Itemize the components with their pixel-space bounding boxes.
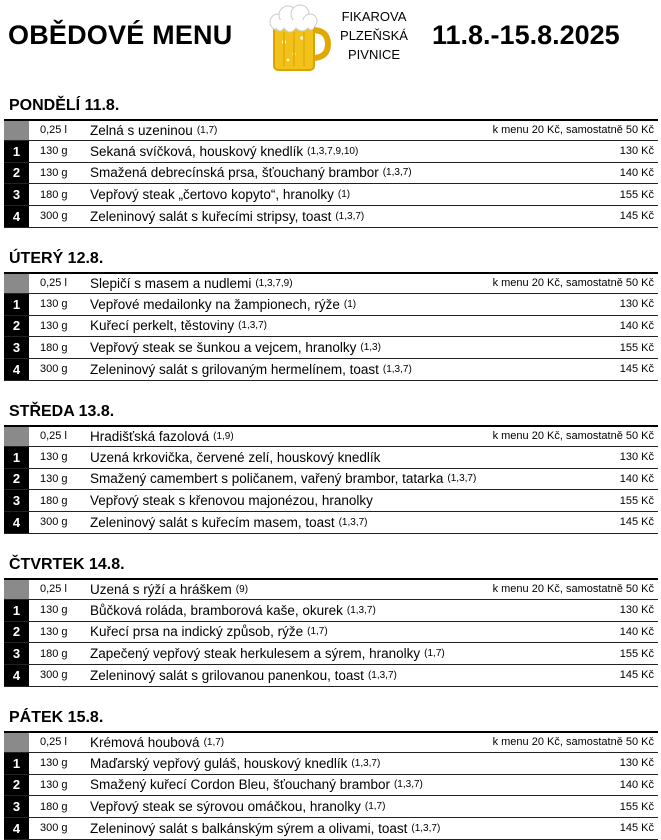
menu-date-range: 11.8.-15.8.2025 bbox=[432, 20, 620, 50]
allergens: (1,3,7) bbox=[367, 669, 397, 681]
allergens: (9) bbox=[235, 583, 249, 595]
price: 145 Kč bbox=[619, 516, 654, 529]
portion-size: 130 g bbox=[40, 625, 68, 638]
portion-size: 130 g bbox=[40, 145, 68, 158]
soup-badge bbox=[4, 580, 29, 599]
meal-number-badge: 4 bbox=[4, 818, 29, 839]
meal-number-badge: 2 bbox=[4, 469, 29, 490]
dish-name bbox=[90, 622, 328, 643]
meal-row bbox=[4, 796, 658, 818]
allergens: (1,3,7) bbox=[338, 516, 368, 528]
dish-name bbox=[90, 316, 267, 337]
soup-badge bbox=[4, 733, 29, 752]
portion-size: 130 g bbox=[40, 472, 68, 485]
dish-name bbox=[90, 643, 445, 664]
dish-name-text: Bůčková roláda, bramborová kaše, okurek bbox=[90, 602, 343, 618]
allergens: (1,3,7) bbox=[382, 167, 412, 179]
meal-row bbox=[4, 753, 658, 775]
dish-name bbox=[90, 469, 476, 490]
meal-number-badge: 1 bbox=[4, 294, 29, 315]
dish-name bbox=[90, 775, 423, 796]
dish-name bbox=[90, 600, 376, 621]
meal-row bbox=[4, 316, 658, 338]
allergens: (1,3,7) bbox=[382, 363, 412, 375]
meal-row bbox=[4, 469, 658, 491]
portion-size: 180 g bbox=[40, 188, 68, 201]
price: 155 Kč bbox=[619, 188, 654, 201]
portion-size: 130 g bbox=[40, 451, 68, 464]
portion-size: 300 g bbox=[40, 669, 68, 682]
dish-name bbox=[90, 337, 381, 358]
meal-row bbox=[4, 447, 658, 469]
price: 145 Kč bbox=[619, 210, 654, 223]
dish-name bbox=[90, 665, 397, 686]
allergens: (1) bbox=[343, 298, 357, 310]
menu-table bbox=[4, 119, 658, 228]
allergens: (1,3,7) bbox=[351, 757, 381, 769]
pub-name bbox=[332, 7, 416, 64]
meal-number-badge: 3 bbox=[4, 796, 29, 817]
portion-size: 0,25 l bbox=[40, 583, 67, 596]
price: k menu 20 Kč, samostatně 50 Kč bbox=[492, 583, 654, 596]
meal-number-badge: 3 bbox=[4, 337, 29, 358]
day-title: ÚTERÝ 12.8. bbox=[9, 250, 104, 267]
allergens: (1,9) bbox=[213, 430, 234, 442]
price: 155 Kč bbox=[619, 800, 654, 813]
portion-size: 0,25 l bbox=[40, 124, 67, 137]
meal-row bbox=[4, 359, 658, 381]
dish-name bbox=[90, 294, 356, 315]
price: 155 Kč bbox=[619, 341, 654, 354]
allergens: (1,7) bbox=[203, 736, 225, 748]
portion-size: 130 g bbox=[40, 166, 68, 179]
price: k menu 20 Kč, samostatně 50 Kč bbox=[492, 124, 654, 137]
portion-size: 180 g bbox=[40, 800, 68, 813]
dish-name-text: Vepřový steak se šunkou a vejcem, hranolky bbox=[90, 340, 357, 356]
dish-name-text: Hradišťská fazolová bbox=[90, 428, 210, 444]
dish-name bbox=[90, 206, 364, 227]
price: 130 Kč bbox=[619, 145, 654, 158]
day-title: ČTVRTEK 14.8. bbox=[9, 556, 125, 573]
allergens: (1,7) bbox=[307, 626, 328, 638]
allergens: (1,3,7) bbox=[411, 822, 441, 834]
portion-size: 300 g bbox=[40, 822, 68, 835]
portion-size: 0,25 l bbox=[40, 277, 67, 290]
meal-number-badge: 1 bbox=[4, 753, 29, 774]
dish-name-text: Vepřový steak se sýrovou omáčkou, hranolky bbox=[90, 799, 361, 815]
price: 140 Kč bbox=[619, 319, 654, 332]
meal-number-badge: 1 bbox=[4, 447, 29, 468]
allergens: (1) bbox=[337, 189, 351, 201]
day-title: PONDĚLÍ 11.8. bbox=[9, 97, 120, 114]
meal-number-badge: 2 bbox=[4, 775, 29, 796]
price: k menu 20 Kč, samostatně 50 Kč bbox=[492, 277, 654, 290]
allergens: (1,3,7,9) bbox=[255, 277, 293, 289]
meal-row bbox=[4, 512, 658, 534]
pub-name-line: FIKAROVA bbox=[341, 9, 407, 24]
meal-number-badge: 2 bbox=[4, 163, 29, 184]
meal-row bbox=[4, 665, 658, 687]
meal-number-badge: 2 bbox=[4, 316, 29, 337]
soup-badge bbox=[4, 121, 29, 140]
meal-row bbox=[4, 163, 658, 185]
price: 145 Kč bbox=[619, 363, 654, 376]
dish-name bbox=[90, 163, 412, 184]
price: 140 Kč bbox=[619, 778, 654, 791]
soup-badge bbox=[4, 427, 29, 446]
portion-size: 180 g bbox=[40, 494, 68, 507]
dish-name bbox=[90, 121, 217, 140]
meal-number-badge: 1 bbox=[4, 600, 29, 621]
price: 140 Kč bbox=[619, 166, 654, 179]
dish-name bbox=[90, 141, 358, 162]
price: 140 Kč bbox=[619, 472, 654, 485]
dish-name-text: Zeleninový salát s kuřecím masem, toast bbox=[90, 514, 335, 530]
meal-number-badge: 3 bbox=[4, 643, 29, 664]
portion-size: 130 g bbox=[40, 298, 68, 311]
pub-name-line: PLZEŇSKÁ bbox=[340, 28, 408, 43]
meal-number-badge: 4 bbox=[4, 665, 29, 686]
dish-name bbox=[90, 447, 384, 468]
allergens: (1,3,7) bbox=[393, 779, 423, 791]
portion-size: 180 g bbox=[40, 341, 68, 354]
dish-name bbox=[90, 818, 440, 839]
dish-name-text: Vepřový steak s křenovou majonézou, hranolky bbox=[90, 493, 373, 509]
price: 130 Kč bbox=[619, 298, 654, 311]
day-title: STŘEDA 13.8. bbox=[9, 403, 115, 420]
pub-name-line: PIVNICE bbox=[347, 47, 400, 62]
beer-mug-icon bbox=[266, 2, 332, 74]
allergens: (1,3,7,9,10) bbox=[307, 145, 359, 157]
price: k menu 20 Kč, samostatně 50 Kč bbox=[492, 736, 654, 749]
allergens: (1,3,7) bbox=[447, 473, 477, 485]
dish-name bbox=[90, 512, 368, 533]
dish-name-text: Smažená debrecínská prsa, šťouchaný brambor bbox=[90, 165, 379, 181]
allergens: (1,3,7) bbox=[238, 320, 267, 332]
dish-name-text: Kuřecí perkelt, těstoviny bbox=[90, 318, 235, 334]
portion-size: 300 g bbox=[40, 516, 68, 529]
dish-name-text: Vepřové medailonky na žampionech, rýže bbox=[90, 296, 340, 312]
soup-badge bbox=[4, 274, 29, 293]
dish-name-text: Zapečený vepřový steak herkulesem a sýrem, hranolky bbox=[90, 646, 421, 662]
meal-row bbox=[4, 818, 658, 840]
portion-size: 130 g bbox=[40, 604, 68, 617]
dish-name-text: Sekaná svíčková, houskový knedlík bbox=[90, 143, 304, 159]
dish-name-text: Uzená krkovička, červené zelí, houskový knedlík bbox=[90, 449, 381, 465]
dish-name bbox=[90, 733, 224, 752]
portion-size: 300 g bbox=[40, 210, 68, 223]
dish-name-text: Zeleninový salát s grilovanou panenkou, toast bbox=[90, 667, 364, 683]
meal-number-badge: 3 bbox=[4, 184, 29, 205]
portion-size: 130 g bbox=[40, 757, 68, 770]
dish-name-text: Smažený camembert s poličanem, vařený brambor, tatarka bbox=[90, 471, 444, 487]
allergens: (1,3) bbox=[360, 342, 381, 354]
price: 155 Kč bbox=[619, 647, 654, 660]
menu-table bbox=[4, 272, 658, 381]
dish-name bbox=[90, 427, 234, 446]
menu-header bbox=[0, 0, 661, 90]
portion-size: 180 g bbox=[40, 647, 68, 660]
dish-name bbox=[90, 796, 385, 817]
portion-size: 0,25 l bbox=[40, 736, 67, 749]
allergens: (1,3,7) bbox=[335, 210, 365, 222]
meal-row bbox=[4, 490, 658, 512]
dish-name bbox=[90, 753, 380, 774]
portion-size: 130 g bbox=[40, 778, 68, 791]
price: 130 Kč bbox=[619, 604, 654, 617]
price: 140 Kč bbox=[619, 625, 654, 638]
meal-row bbox=[4, 337, 658, 359]
dish-name bbox=[90, 580, 248, 599]
price: 155 Kč bbox=[619, 494, 654, 507]
day-title: PÁTEK 15.8. bbox=[9, 709, 104, 726]
soup-row bbox=[4, 578, 658, 600]
price: 145 Kč bbox=[619, 822, 654, 835]
dish-name-text: Uzená s rýží a hráškem bbox=[90, 581, 232, 597]
portion-size: 300 g bbox=[40, 363, 68, 376]
dish-name-text: Vepřový steak „čertovo kopyto“, hranolky bbox=[90, 187, 334, 203]
price: k menu 20 Kč, samostatně 50 Kč bbox=[492, 430, 654, 443]
meal-number-badge: 2 bbox=[4, 622, 29, 643]
meal-number-badge: 4 bbox=[4, 512, 29, 533]
menu-table bbox=[4, 731, 658, 840]
meal-row bbox=[4, 775, 658, 797]
dish-name-text: Zelná s uzeninou bbox=[90, 122, 193, 138]
dish-name bbox=[90, 490, 377, 511]
menu-table bbox=[4, 578, 658, 687]
dish-name bbox=[90, 184, 350, 205]
meal-number-badge: 3 bbox=[4, 490, 29, 511]
menu-table bbox=[4, 425, 658, 534]
price: 145 Kč bbox=[619, 669, 654, 682]
allergens: (1,7) bbox=[364, 801, 386, 813]
dish-name bbox=[90, 274, 293, 293]
meal-number-badge: 1 bbox=[4, 141, 29, 162]
soup-row bbox=[4, 119, 658, 141]
soup-row bbox=[4, 272, 658, 294]
meal-row bbox=[4, 294, 658, 316]
soup-row bbox=[4, 731, 658, 753]
dish-name-text: Zeleninový salát s grilovaným hermelínem, toast bbox=[90, 361, 379, 377]
meal-row bbox=[4, 141, 658, 163]
meal-row bbox=[4, 643, 658, 665]
meal-number-badge: 4 bbox=[4, 206, 29, 227]
menu-title: OBĚDOVÉ MENU bbox=[8, 20, 233, 50]
soup-row bbox=[4, 425, 658, 447]
meal-number-badge: 4 bbox=[4, 359, 29, 380]
dish-name bbox=[90, 359, 412, 380]
dish-name-text: Zeleninový salát s kuřecími stripsy, toast bbox=[90, 208, 332, 224]
meal-row bbox=[4, 206, 658, 228]
dish-name-text: Smažený kuřecí Cordon Bleu, šťouchaný brambor bbox=[90, 777, 390, 793]
price: 130 Kč bbox=[619, 757, 654, 770]
dish-name-text: Zeleninový salát s balkánským sýrem a olivami, toast bbox=[90, 820, 408, 836]
meal-row bbox=[4, 184, 658, 206]
allergens: (1,3,7) bbox=[346, 604, 376, 616]
meal-row bbox=[4, 622, 658, 644]
portion-size: 130 g bbox=[40, 319, 68, 332]
dish-name-text: Slepičí s masem a nudlemi bbox=[90, 275, 252, 291]
price: 130 Kč bbox=[619, 451, 654, 464]
dish-name-text: Kuřecí prsa na indický způsob, rýže bbox=[90, 624, 304, 640]
meal-row bbox=[4, 600, 658, 622]
portion-size: 0,25 l bbox=[40, 430, 67, 443]
allergens: (1,7) bbox=[424, 648, 445, 660]
allergens: (1,7) bbox=[196, 124, 218, 136]
dish-name-text: Maďarský vepřový guláš, houskový knedlík bbox=[90, 755, 348, 771]
dish-name-text: Krémová houbová bbox=[90, 734, 200, 750]
